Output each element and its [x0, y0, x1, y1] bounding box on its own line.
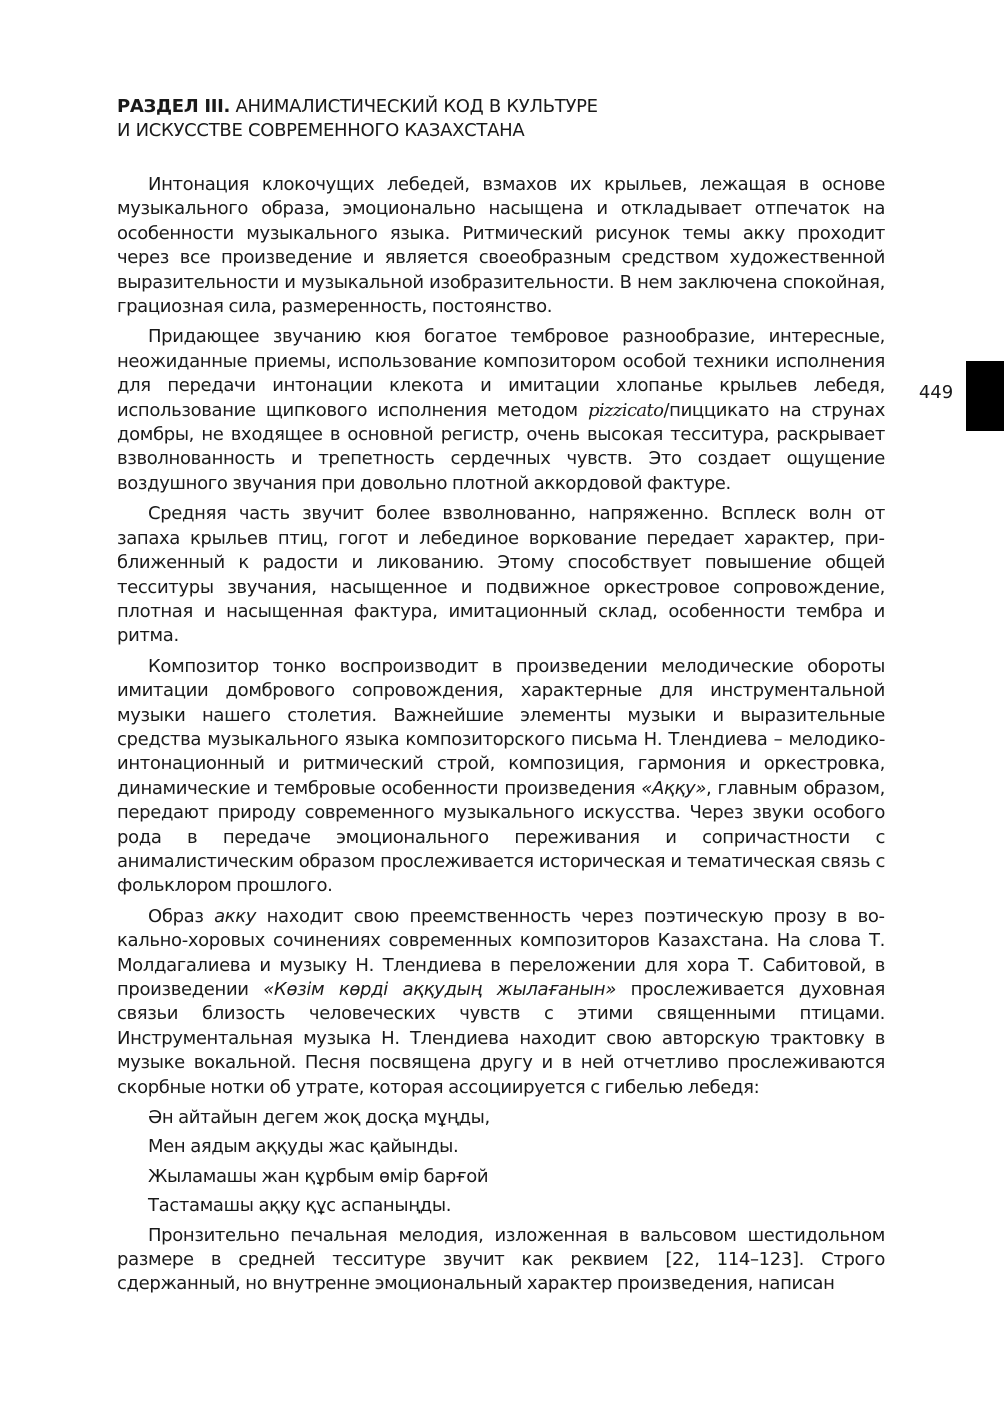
paragraph-2-text-cont: /пиццикато на струнах домбры, не входящее в основной регистр, очень высокая тесситура, раскрывает взволнованность и трепетность сердечных чувств. Это создает ощущение воздушного звучания при довольно плотной аккордовой фактуре.	[117, 399, 885, 494]
thumb-index-tab	[966, 361, 1004, 431]
section-label: РАЗДЕЛ III.	[117, 96, 231, 117]
body-text	[117, 173, 885, 1303]
page-number: 449	[918, 382, 954, 403]
running-header	[117, 95, 817, 143]
pizzicato-term: pizzicato	[587, 399, 664, 421]
paragraph-4-text: Композитор тонко воспроизводит в произведении мелодические обороты имитации домбрового сопровождения, характерные для инструментальной музыки нашего столетия. Важнейшие элементы музыки и выразительные средства музыкального языка композиторского письма Н. Тлендиева – мелодико-интонационный и ритмический строй, композиция, гармония и оркестровка, динамические и тембровые особенности произведения	[117, 655, 885, 799]
paragraph-5-text-mid: находит свою преемственность через поэтическую прозу в вокально-хоровых сочинениях современных композиторов Казахстана. На слова Т. Молдагалиева и музыку Н. Тлендиева в переложении для хора Т. Сабитовой, в произведении	[117, 905, 885, 1000]
paragraph-5-text: Образ	[148, 905, 215, 927]
paragraph-3: Средняя часть звучит более взволнованно, напряженно. Всплеск волн от запаха крыльев птиц, гогот и лебединое воркование передает характер, приближенный к радости и ликованию. Этому способствует повышение общей тесситуры звучания, насыщенное и подвижное оркестровое сопровождение, плотная и насыщенная фактура, имитационный склад, особенности тембра и ритма.	[117, 503, 885, 647]
verse-line: Мен аядым аққуды жас қайынды.	[148, 1136, 459, 1158]
verse-line: Ән айтайын дегем жоқ досқа мұңды,	[148, 1107, 490, 1129]
verse-line: Жыламашы жан құрбым өмір барғой	[148, 1165, 489, 1187]
work-title-akku: «Аққу»	[641, 777, 707, 799]
work-title-kozim: «Көзім көрді аққудың жылағанын»	[263, 979, 616, 1000]
term-akku: акку	[214, 905, 257, 927]
paragraph-2	[117, 325, 885, 496]
paragraph-5	[117, 905, 885, 1100]
paragraph-4-text-cont: , главным образом, передают природу современного музыкального искусства. Через звуки особого рода в передаче эмоционального переживания и сопричастности с анималистическим образом прослеживается историческая и тематическая связь с фольклором прошлого.	[117, 777, 885, 897]
section-title-part2: И ИСКУССТВЕ СОВРЕМЕННОГО КАЗАХСТАНА	[117, 120, 525, 141]
paragraph-6: Пронзительно печальная мелодия, изложенная в вальсовом шестидольном размере в средней тесситуре звучит как реквием [22, 114–123]. Строго сдержанный, но внутренне эмоциональный характер произведения, написан	[117, 1224, 885, 1295]
section-title-part1: АНИМАЛИСТИЧЕСКИЙ КОД В КУЛЬТУРЕ	[230, 96, 598, 117]
paragraph-5-text-cont: прослеживается духовная связьи близость человеческих чувств с этими священными птицами. Инструментальная музыка Н. Тлендиева находит свою авторскую трактовку в музыке вокальной. Песня посвящена другу и в ней отчетливо прослеживаются скорбные нотки об утрате, которая ассоциируется с гибелью лебедя:	[117, 979, 886, 1098]
paragraph-2-text: Придающее звучанию кюя богатое тембровое разнообразие, интересные, неожиданные приемы, использование композитором особой техники исполнения для передачи интонации клекота и имитации хлопанье крыльев лебедя, использование щипкового исполнения методом	[117, 326, 885, 421]
paragraph-1: Интонация клокочущих лебедей, взмахов их крыльев, лежащая в основе музыкального образа, эмоционально насыщена и откладывает отпечаток на особенности музыкального языка. Ритмический рисунок темы акку проходит через все произведение и является своеобразным средством художественной выразительности и музыкальной изобразительности. В нем заключена спокойная, грациозная сила, размеренность, постоянство.	[117, 174, 885, 318]
paragraph-4	[117, 655, 885, 899]
header-line-1	[117, 95, 817, 119]
verse-line: Тастамашы аққу құс аспаныңды.	[148, 1195, 452, 1217]
